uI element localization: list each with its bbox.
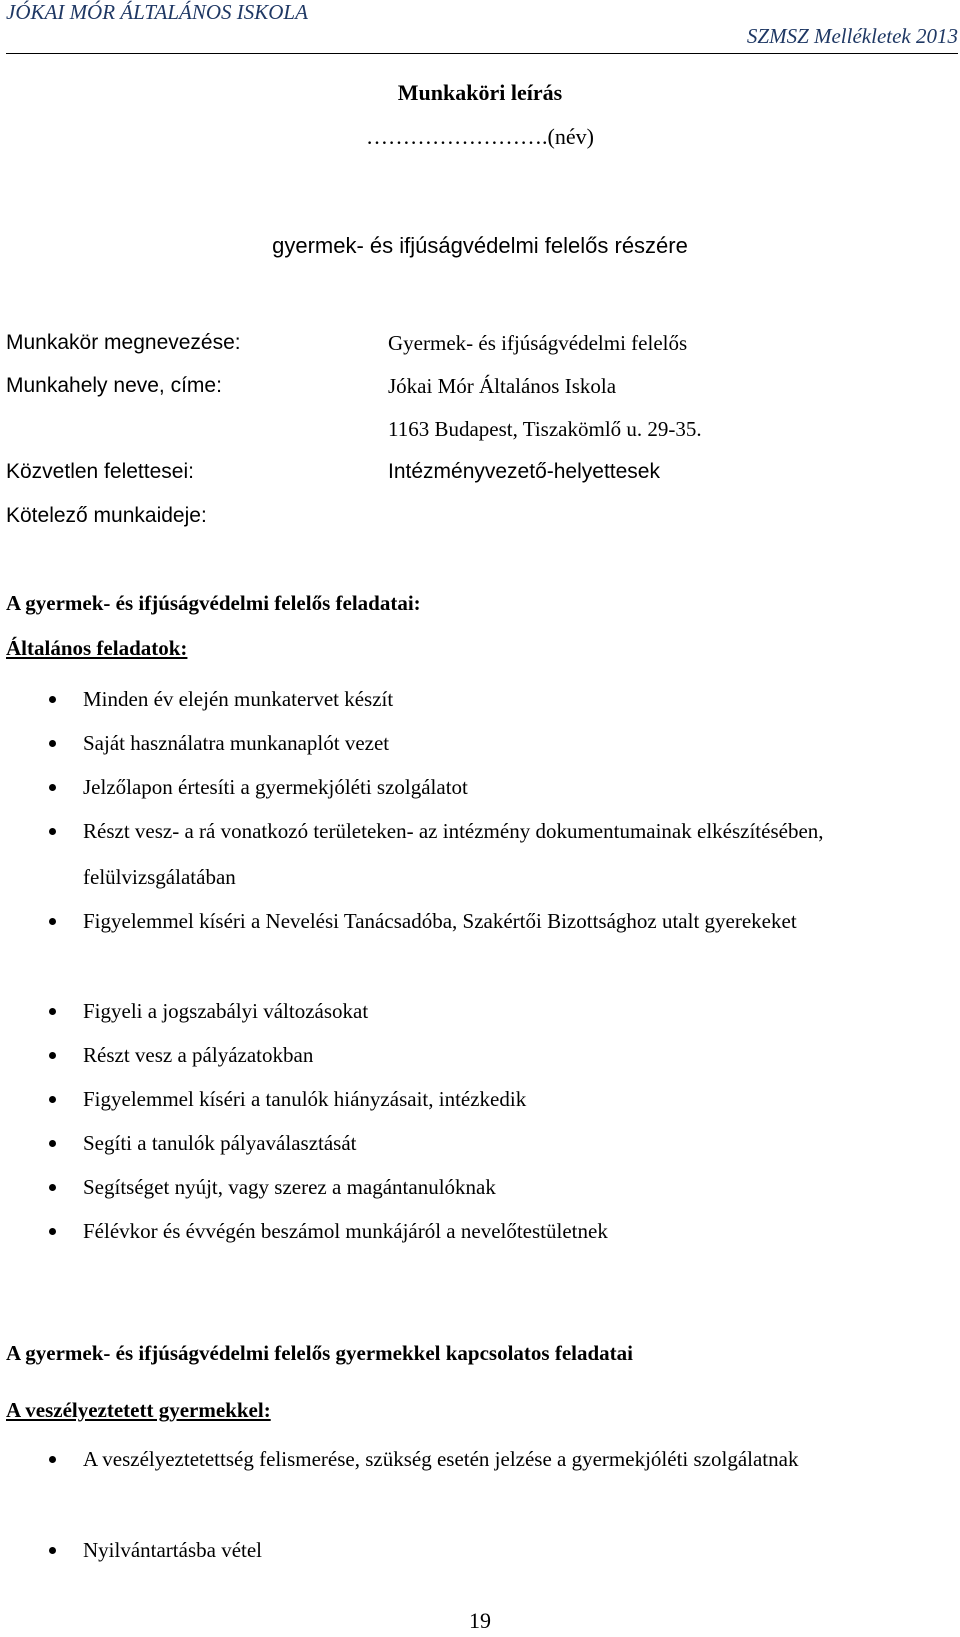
hours-label: Kötelező munkaideje: [6,504,207,527]
page-title: Munkaköri leírás [397,80,563,105]
page-subtitle: gyermek- és ifjúságvédelmi felelős részére [272,233,688,258]
workplace-label: Munkahely neve, címe: [6,374,222,397]
general-tasks-heading: Általános feladatok: [6,636,188,660]
header-divider [6,53,958,54]
workplace-name-value: Jókai Mór Általános Iskola [388,374,617,398]
bullet-icon [49,1547,56,1554]
section1-heading: A gyermek- és ifjúságvédelmi felelős feladatai: [6,591,421,615]
bullet-icon [49,1228,56,1235]
superior-value: Intézményvezető-helyettesek [388,460,660,483]
header-document-name: SZMSZ Mellékletek 2013 [746,24,958,48]
bullet-icon [49,1008,56,1015]
position-label: Munkakör megnevezése: [6,331,241,354]
name-placeholder: …………………….(név) [366,124,594,149]
bullet-icon [49,828,56,835]
bullet-icon [49,696,56,703]
workplace-address-value: 1163 Budapest, Tiszakömlő u. 29-35. [388,417,702,441]
bullet-icon [49,1052,56,1059]
bullet-icon [49,1456,56,1463]
bullet-icon [49,740,56,747]
bullet-icon [49,918,56,925]
endangered-child-heading: A veszélyeztetett gyermekkel: [6,1398,271,1422]
page-number: 19 [469,1608,491,1633]
section2-heading: A gyermek- és ifjúságvédelmi felelős gyermekkel kapcsolatos feladatai [6,1341,633,1365]
header-school-name: JÓKAI MÓR ÁLTALÁNOS ISKOLA [6,0,308,24]
bullet-icon [49,1096,56,1103]
bullet-icon [49,784,56,791]
superior-label: Közvetlen felettesei: [6,460,194,483]
bullet-icon [49,1184,56,1191]
bullet-icon [49,1140,56,1147]
position-value: Gyermek- és ifjúságvédelmi felelős [388,331,688,355]
